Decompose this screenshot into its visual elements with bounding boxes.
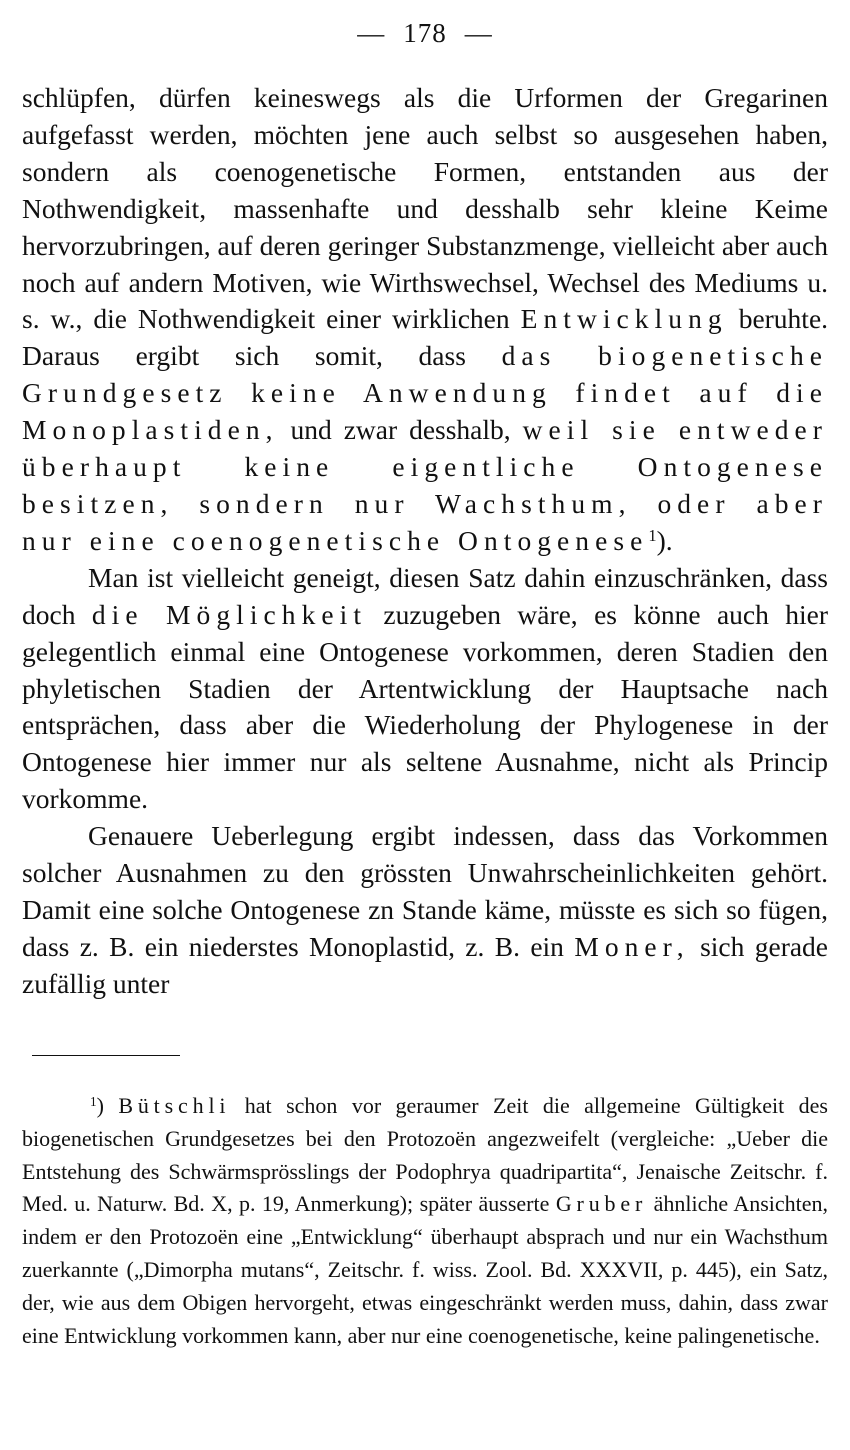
main-text <box>22 80 828 1003</box>
paragraph-2-text-2: zuzugeben wäre, es könne auch hier gelegentlich einmal eine Ontogenese vorkommen, deren Stadien den phyletischen Stadien der Artentwicklung der Hauptsache nach entsprächen, dass aber die Wiederholung der Phylogenese in der Ontogenese hier immer nur als seltene Ausnahme, nicht als Princip vorkomme. <box>22 598 829 815</box>
paragraph-1-text-4: ). <box>656 524 673 556</box>
paragraph-3 <box>22 818 828 1003</box>
footnote-marker-close: ) <box>96 1093 104 1118</box>
footnote-divider <box>32 1055 180 1056</box>
emphasis-entwicklung: Entwicklung <box>520 303 728 335</box>
header-dash-left: — <box>357 18 386 48</box>
paragraph-2 <box>22 560 828 818</box>
page-number: 178 <box>403 18 447 48</box>
paragraph-1-text-2: beruhte. Daraus ergibt sich somit, dass <box>22 303 829 372</box>
footnote-author-gruber: Gruber <box>555 1191 648 1217</box>
emphasis-grundgesetz: das biogenetische Grundgesetz keine Anwendung findet auf die Monoplastiden, <box>22 340 828 446</box>
paragraph-1 <box>22 80 828 560</box>
footnote-author-buetschli: Bütschli <box>118 1093 231 1118</box>
paragraph-3-text-1: Genauere Ueberlegung ergibt indessen, dass das Vorkommen solcher Ausnahmen zu den grössten Unwahrscheinlichkeiten gehört. Damit eine solche Ontogenese zn Stande käme, müsste es sich so fügen, dass z. B. ein niederstes Monoplastid, z. B. ein <box>22 820 828 962</box>
emphasis-moner: Moner, <box>574 930 690 962</box>
footnote-text-2: ähnliche Ansichten, indem er den Protozoën eine „Entwicklung“ überhaupt absprach und nur ein Wachsthum zuerkannte („Dimorpha mutans“, Zeitschr. f. wiss. Zool. Bd. XXXVII, p. 445), ein Satz, der, wie aus dem Obigen hervorgeht, etwas eingeschränkt werden muss, dahin, dass zwar eine Entwicklung vorkommen kann, aber nur eine coenogenetische, keine palingenetische. <box>22 1191 829 1348</box>
header-dash-right: — <box>464 18 493 48</box>
footnote <box>22 1090 828 1352</box>
paragraph-1-text-1: schlüpfen, dürfen keineswegs als die Urformen der Gregarinen aufgefasst werden, möchten jene auch selbst so ausgesehen haben, sondern als coenogenetische Formen, entstanden aus der Nothwendigkeit, massenhafte und desshalb sehr kleine Keime hervorzubringen, auf deren geringer Substanzmenge, vielleicht aber auch noch auf andern Motiven, wie Wirthswechsel, Wechsel des Mediums u. s. w., die Nothwendigkeit einer wirklichen <box>22 82 828 335</box>
footnote-text-1: hat schon vor geraumer Zeit die allgemeine Gültigkeit des biogenetischen Grundgesetzes bei den Protozoën angezweifelt (vergleiche: „Ueber die Entstehung des Schwärmsprösslings der Podophrya quadripartita“, Jenaische Zeitschr. f. Med. u. Naturw. Bd. X, p. 19, Anmerkung); später äusserte <box>22 1093 828 1217</box>
paragraph-2-text-1: Man ist vielleicht geneigt, diesen Satz dahin einzuschränken, dass doch <box>22 561 828 630</box>
footnote-reference: 1 <box>648 525 657 545</box>
footnote-marker: 1 <box>90 1093 97 1109</box>
emphasis-ontogenese: weil sie entweder überhaupt keine eigentliche Ontogenese besitzen, sondern nur Wachsthum, oder aber nur eine coenogenetische Ontogenese <box>22 414 829 556</box>
paragraph-1-text-3: und zwar desshalb, <box>290 414 511 446</box>
page-header <box>0 18 850 49</box>
emphasis-moeglichkeit: die Möglichkeit <box>91 598 368 630</box>
paragraph-3-text-2: sich gerade zufällig unter <box>22 930 829 999</box>
